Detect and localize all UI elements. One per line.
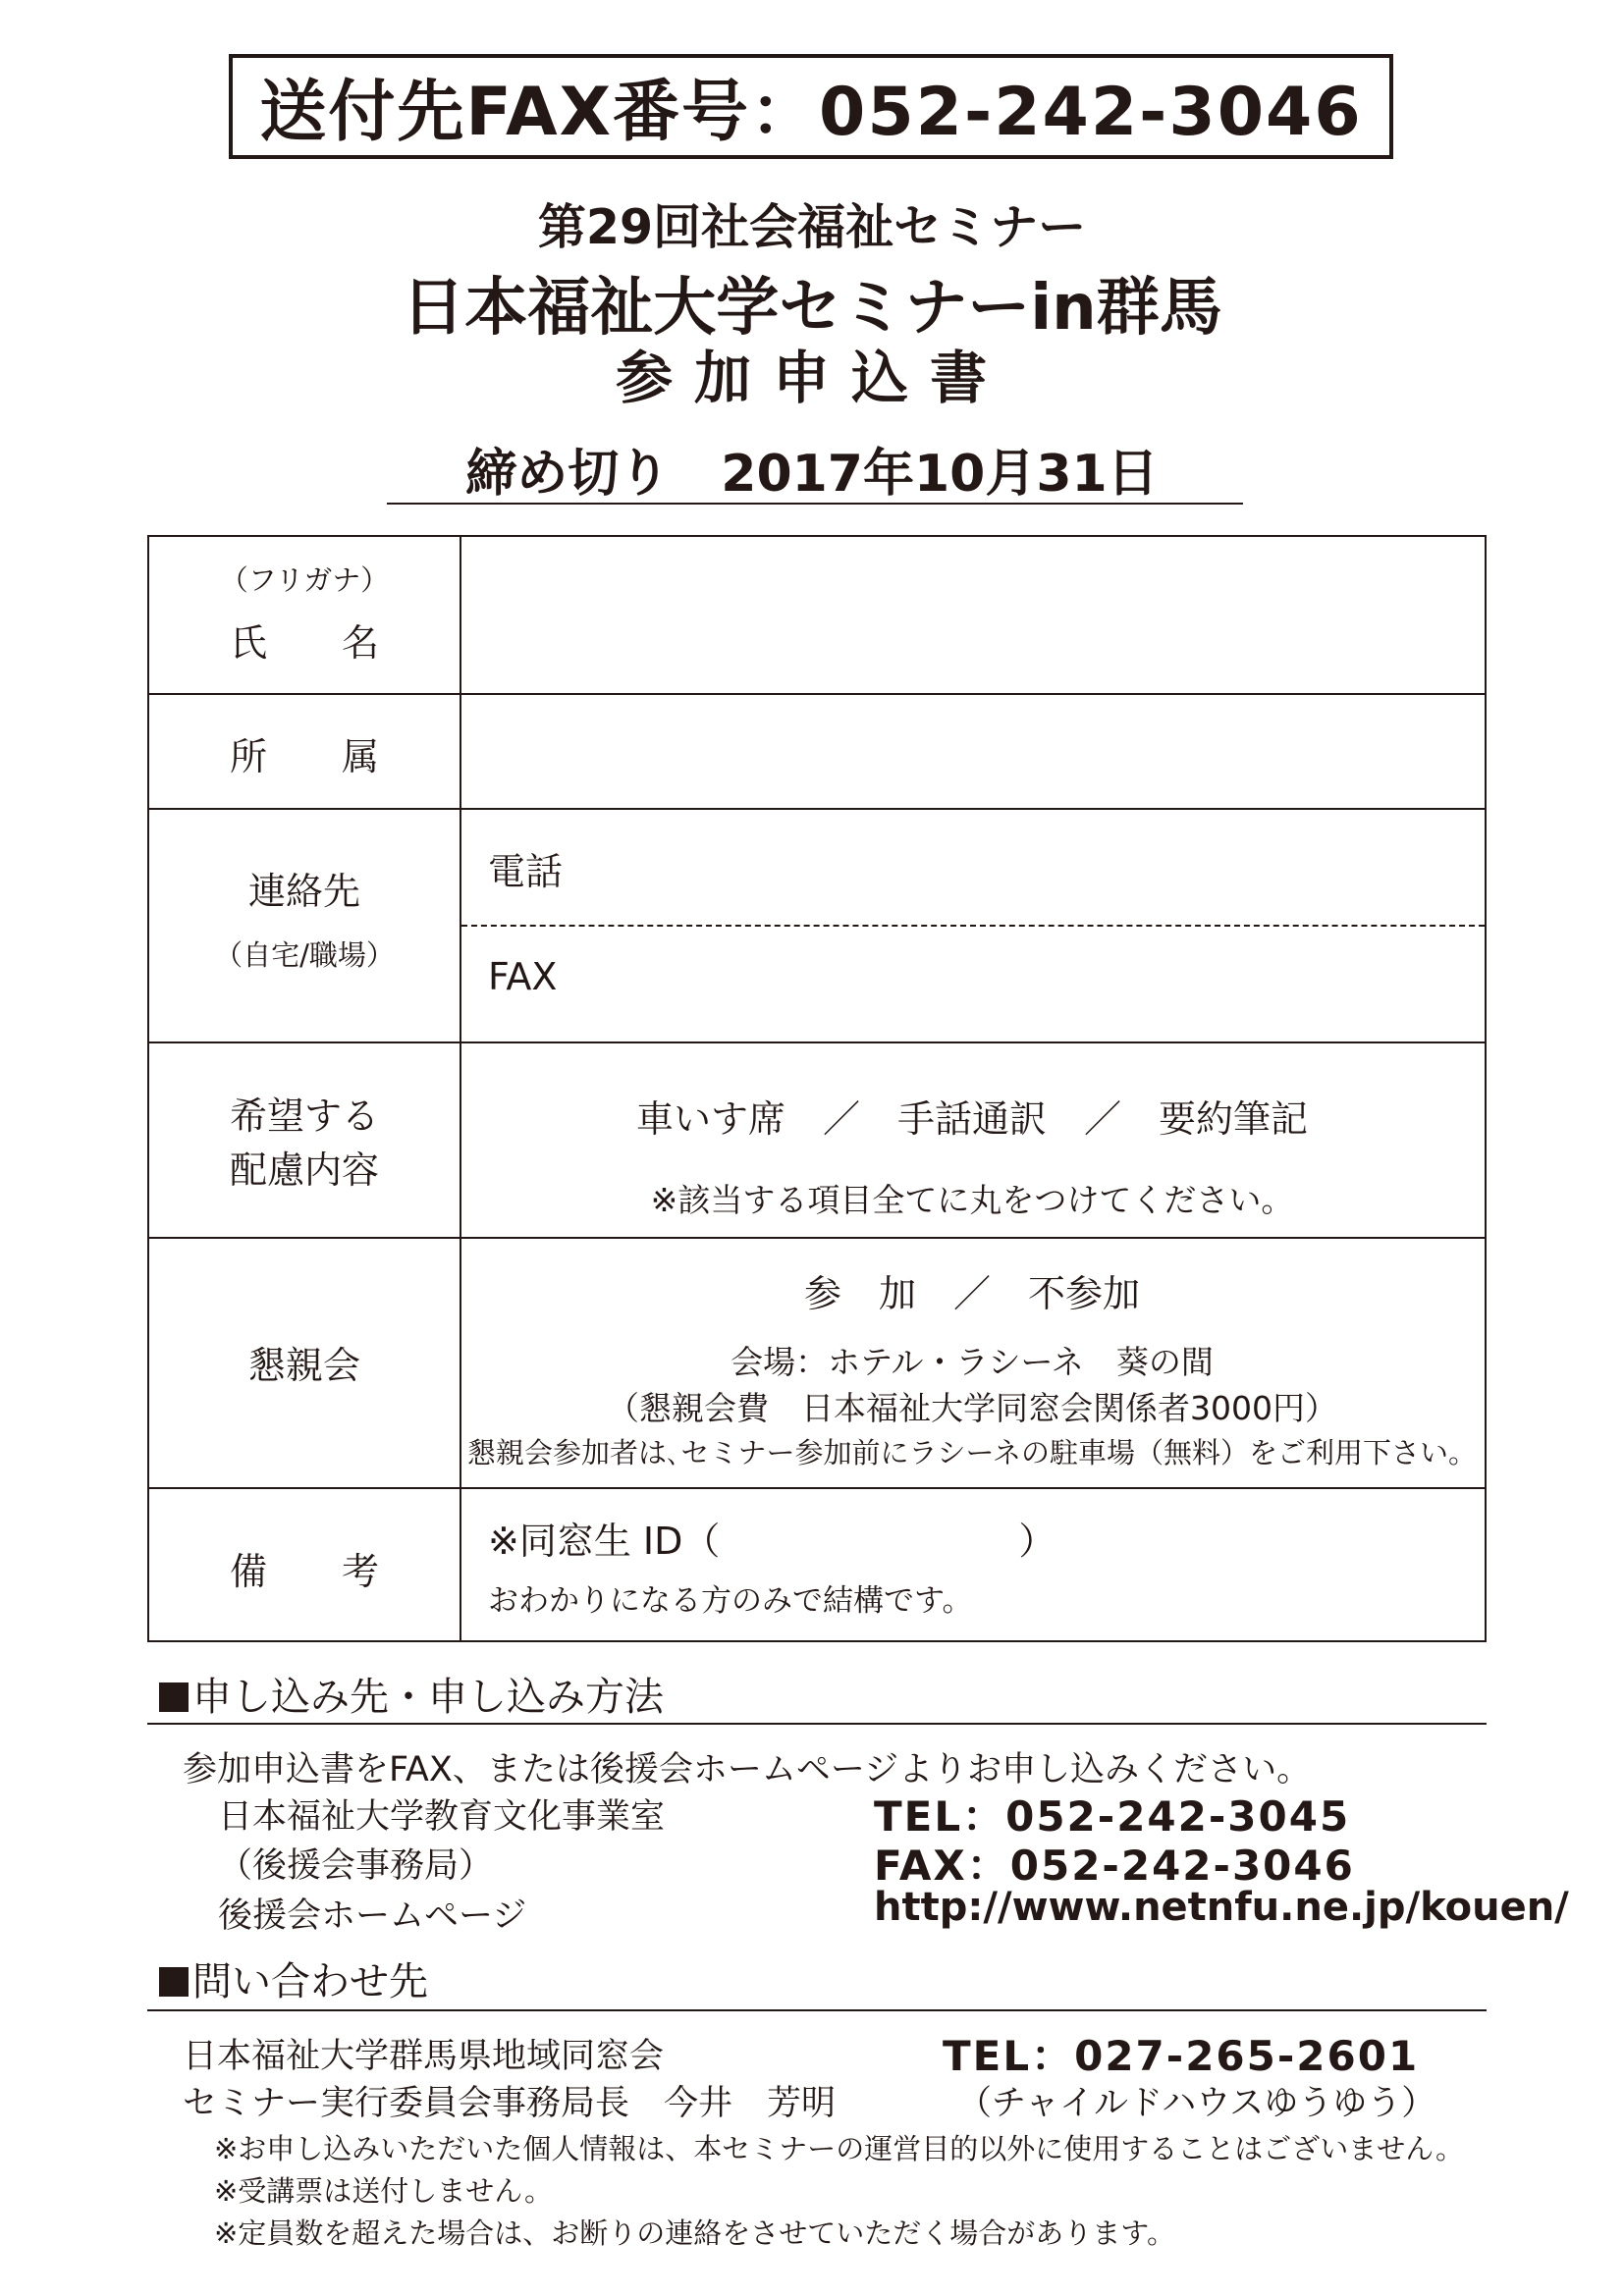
social-attendance-options[interactable]: 参 加 ／ 不参加	[803, 1272, 1140, 1315]
social-gathering-label: 懇親会	[247, 1344, 360, 1387]
inquiry-person: セミナー実行委員会事務局長 今井 芳明	[183, 2084, 837, 2123]
social-venue: 会場：ホテル・ラシーネ 葵の間	[731, 1343, 1214, 1381]
square-bullet-icon	[159, 1682, 189, 1712]
alumni-id-field[interactable]: ※同窓生 ID（ ）	[488, 1520, 1056, 1563]
inquiry-tel-sub: （チャイルドハウスゆうゆう）	[957, 2084, 1436, 2123]
ticket-note: ※受講票は送付しません。	[214, 2174, 554, 2208]
accommodation-label-1: 希望する	[229, 1095, 379, 1138]
inquiry-org: 日本福祉大学群馬県地域同窓会	[183, 2037, 665, 2076]
homepage-label: 後援会ホームページ	[218, 1896, 527, 1936]
homepage-link[interactable]: http://www.netnfu.ne.jp/kouen/	[874, 1885, 1569, 1930]
phone-field[interactable]: 電話	[488, 850, 564, 893]
inquiry-heading-rule	[147, 2009, 1487, 2011]
accommodation-options[interactable]: 車いす席 ／ 手話通訳 ／ 要約筆記	[635, 1097, 1308, 1141]
remarks-label: 備 考	[229, 1550, 379, 1593]
form-title: 参加申込書	[615, 345, 1008, 411]
row-divider	[149, 1237, 1485, 1239]
name-label: 氏 名	[229, 621, 379, 665]
row-divider	[149, 808, 1485, 810]
square-bullet-icon	[159, 1967, 189, 1997]
name-furigana-label: （フリガナ）	[219, 563, 390, 597]
name-field[interactable]	[461, 539, 1483, 691]
inquiry-heading: 問い合わせ先	[159, 1950, 428, 2006]
accommodation-note: ※該当する項目全てに丸をつけてください。	[650, 1181, 1294, 1219]
privacy-note: ※お申し込みいただいた個人情報は、本セミナーの運営目的以外に使用することはございません。	[214, 2132, 1465, 2165]
affiliation-label: 所 属	[229, 735, 379, 778]
application-heading-rule	[147, 1723, 1487, 1725]
row-divider	[149, 1041, 1485, 1043]
seminar-title: 日本福祉大学セミナーin群馬	[402, 272, 1222, 345]
fax-field[interactable]: FAX	[488, 955, 558, 998]
affiliation-field[interactable]	[461, 696, 1483, 806]
application-intro: 参加申込書をFAX、または後援会ホームページよりお申し込みください。	[183, 1750, 1312, 1789]
application-tel: TEL：052-242-3045	[874, 1792, 1351, 1841]
row-divider	[149, 693, 1485, 695]
contact-sublabel: （自宅/職場）	[214, 938, 395, 972]
office-name: 日本福祉大学教育文化事業室	[218, 1797, 666, 1837]
accommodation-label-2: 配慮内容	[229, 1148, 379, 1192]
seminar-number: 第29回社会福祉セミナー	[537, 199, 1087, 255]
application-form-table	[147, 535, 1487, 1642]
deadline-underline	[387, 503, 1243, 505]
office-sub: （後援会事務局）	[218, 1846, 494, 1886]
fax-number-banner: 送付先FAX番号：052-242-3046	[229, 54, 1393, 159]
social-parking-note: 懇親会参加者は､セミナー参加前にラシーネの駐車場（無料）をご利用下さい。	[466, 1436, 1478, 1469]
capacity-note: ※定員数を超えた場合は、お断りの連絡をさせていただく場合があります。	[214, 2216, 1175, 2250]
application-heading: 申し込み先・申し込み方法	[159, 1666, 664, 1722]
social-fee: （懇親会費 日本福祉大学同窓会関係者3000円）	[607, 1389, 1337, 1427]
contact-label: 連絡先	[247, 870, 360, 913]
remarks-note: おわかりになる方のみで結構です。	[488, 1583, 973, 1619]
inquiry-tel: TEL：027-265-2601	[943, 2032, 1420, 2080]
application-fax: FAX：052-242-3046	[874, 1842, 1355, 1890]
contact-dashed-divider	[461, 925, 1485, 927]
deadline: 締め切り 2017年10月31日	[465, 445, 1159, 504]
row-divider	[149, 1487, 1485, 1489]
